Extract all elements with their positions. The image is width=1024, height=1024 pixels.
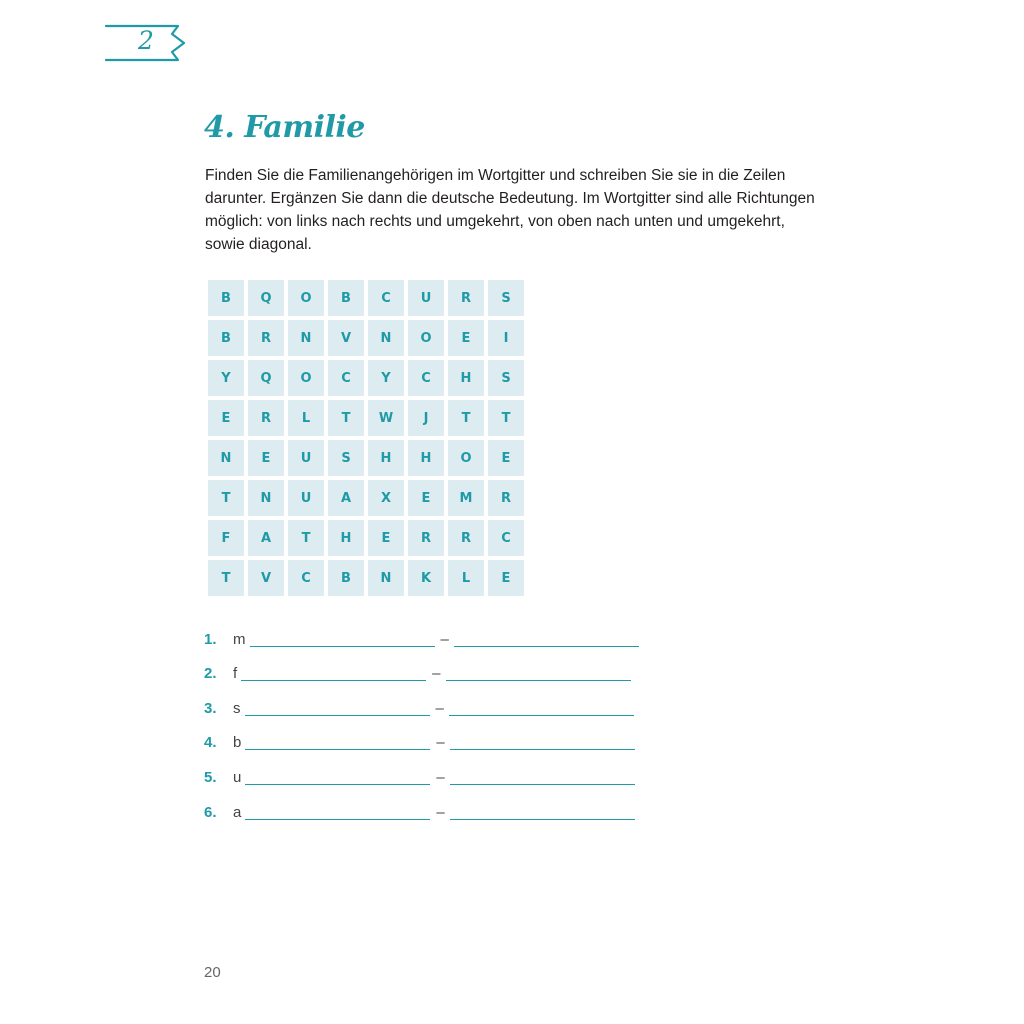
grid-cell: E [208, 400, 244, 436]
answer-number: 2. [204, 665, 217, 683]
grid-cell: R [408, 520, 444, 556]
grid-cell: S [488, 360, 524, 396]
answer-separator: – [436, 803, 445, 821]
answer-start-letter: f [233, 665, 238, 683]
answer-number: 5. [204, 768, 217, 786]
answer-start-letter: u [233, 768, 242, 786]
grid-cell: I [488, 320, 524, 356]
german-meaning-line[interactable] [450, 784, 635, 785]
grid-cell: L [448, 560, 484, 596]
grid-cell: E [488, 560, 524, 596]
english-word-line[interactable] [245, 715, 430, 716]
german-meaning-line[interactable] [449, 715, 634, 716]
answer-start-letter: m [233, 630, 246, 648]
grid-cell: O [288, 280, 324, 316]
english-word-line[interactable] [250, 646, 435, 647]
grid-cell: H [448, 360, 484, 396]
grid-cell: Y [208, 360, 244, 396]
chapter-tab [104, 24, 188, 62]
grid-cell: T [448, 400, 484, 436]
chapter-number: 2 [138, 26, 154, 55]
grid-cell: C [488, 520, 524, 556]
grid-cell: N [368, 560, 404, 596]
answer-number: 4. [204, 734, 217, 752]
grid-cell: B [328, 280, 364, 316]
answer-row [204, 797, 664, 832]
grid-cell: R [248, 400, 284, 436]
answer-number: 6. [204, 803, 217, 821]
grid-cell: U [288, 440, 324, 476]
english-word-line[interactable] [245, 784, 430, 785]
grid-cell: Q [248, 360, 284, 396]
answer-row [204, 728, 664, 763]
grid-cell: O [408, 320, 444, 356]
answer-row [204, 762, 664, 797]
grid-cell: R [488, 480, 524, 516]
answer-start-letter: s [233, 699, 241, 717]
grid-cell: R [448, 280, 484, 316]
grid-cell: R [448, 520, 484, 556]
grid-cell: S [488, 280, 524, 316]
grid-cell: U [408, 280, 444, 316]
grid-cell: H [368, 440, 404, 476]
grid-cell: N [208, 440, 244, 476]
grid-cell: V [328, 320, 364, 356]
english-word-line[interactable] [241, 680, 426, 681]
grid-cell: J [408, 400, 444, 436]
grid-cell: E [248, 440, 284, 476]
grid-cell: Y [368, 360, 404, 396]
grid-cell: V [248, 560, 284, 596]
grid-cell: B [328, 560, 364, 596]
grid-cell: R [248, 320, 284, 356]
answer-separator: – [432, 665, 441, 683]
answer-start-letter: a [233, 803, 242, 821]
grid-cell: B [208, 320, 244, 356]
grid-cell: C [408, 360, 444, 396]
instructions-text: Finden Sie die Familienangehörigen im Wortgitter und schreiben Sie sie in die Zeilen darunter. Ergänzen Sie dann die deutsche Bedeutung. Im Wortgitter sind alle Richtungen möglich: von links nach rechts und umgekehrt, von oben nach unten und umgekehrt, sowie diagonal. [205, 167, 815, 253]
grid-cell: F [208, 520, 244, 556]
word-grid [208, 280, 524, 596]
answer-number: 3. [204, 699, 217, 717]
page-number: 20 [204, 964, 221, 981]
grid-cell: O [288, 360, 324, 396]
grid-cell: T [288, 520, 324, 556]
german-meaning-line[interactable] [450, 749, 635, 750]
grid-cell: U [288, 480, 324, 516]
grid-cell: C [328, 360, 364, 396]
grid-cell: E [408, 480, 444, 516]
answer-row [204, 624, 664, 659]
german-meaning-line[interactable] [446, 680, 631, 681]
section-heading: 4. Familie [204, 110, 365, 145]
grid-cell: X [368, 480, 404, 516]
german-meaning-line[interactable] [450, 819, 635, 820]
grid-cell: C [288, 560, 324, 596]
grid-cell: S [328, 440, 364, 476]
grid-cell: K [408, 560, 444, 596]
grid-cell: O [448, 440, 484, 476]
german-meaning-line[interactable] [454, 646, 639, 647]
answer-separator: – [440, 630, 449, 648]
grid-cell: M [448, 480, 484, 516]
grid-cell: E [448, 320, 484, 356]
grid-cell: Q [248, 280, 284, 316]
grid-cell: T [328, 400, 364, 436]
grid-cell: T [208, 560, 244, 596]
grid-cell: T [488, 400, 524, 436]
answer-list [204, 624, 664, 832]
answer-row [204, 659, 664, 694]
grid-cell: C [368, 280, 404, 316]
grid-cell: N [248, 480, 284, 516]
grid-cell: A [248, 520, 284, 556]
grid-cell: T [208, 480, 244, 516]
grid-cell: H [408, 440, 444, 476]
answer-row [204, 693, 664, 728]
grid-cell: N [288, 320, 324, 356]
answer-start-letter: b [233, 734, 242, 752]
answer-number: 1. [204, 630, 217, 648]
english-word-line[interactable] [245, 819, 430, 820]
grid-cell: W [368, 400, 404, 436]
grid-cell: L [288, 400, 324, 436]
grid-cell: A [328, 480, 364, 516]
grid-cell: E [488, 440, 524, 476]
grid-cell: H [328, 520, 364, 556]
grid-cell: N [368, 320, 404, 356]
answer-separator: – [435, 699, 444, 717]
grid-cell: B [208, 280, 244, 316]
english-word-line[interactable] [245, 749, 430, 750]
grid-cell: E [368, 520, 404, 556]
answer-separator: – [436, 734, 445, 752]
answer-separator: – [436, 768, 445, 786]
